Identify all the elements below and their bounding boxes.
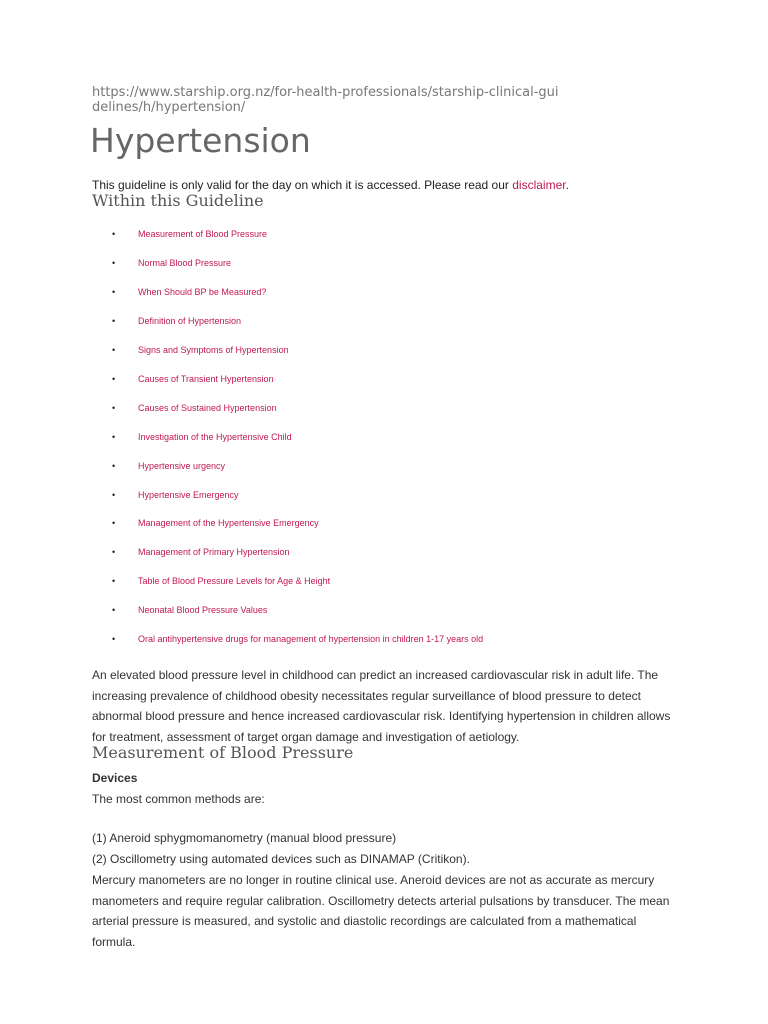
- bullet-icon: •: [112, 547, 116, 557]
- devices-paragraph: Mercury manometers are no longer in routine clinical use. Aneroid devices are not as accurate as mercury manometers and require regular calibration. Oscillometry detects arterial pulsations by transducer. The mean arterial pressure is measured, and systolic and diastolic recordings are calculated from a mathematical formula.: [92, 873, 670, 949]
- bullet-icon: •: [112, 576, 116, 586]
- bullet-icon: •: [112, 258, 116, 268]
- source-url[interactable]: https://www.starship.org.nz/for-health-professionals/starship-clinical-guidelines/h/hypertension/: [92, 85, 559, 115]
- bullet-icon: •: [112, 229, 116, 239]
- bullet-icon: •: [112, 490, 116, 500]
- notice-text: This guideline is only valid for the day on which it is accessed. Please read our: [92, 178, 513, 192]
- bullet-icon: •: [112, 345, 116, 355]
- notice-end: .: [565, 178, 569, 192]
- bullet-icon: •: [112, 518, 116, 528]
- toc-link-when-measured[interactable]: When Should BP be Measured?: [138, 287, 267, 297]
- toc-link-oral-drugs[interactable]: Oral antihypertensive drugs for management of hypertension in children 1-17 years old: [138, 634, 484, 644]
- toc-link-management-primary[interactable]: Management of Primary Hypertension: [138, 547, 290, 557]
- disclaimer-link[interactable]: disclaimer: [512, 178, 566, 192]
- toc-link-urgency[interactable]: Hypertensive urgency: [138, 461, 226, 471]
- toc-link-normal-bp[interactable]: Normal Blood Pressure: [138, 258, 232, 268]
- toc-link-definition[interactable]: Definition of Hypertension: [138, 316, 242, 326]
- bullet-icon: •: [112, 634, 116, 644]
- validity-notice: [92, 178, 569, 192]
- bullet-icon: •: [112, 374, 116, 384]
- toc-link-signs[interactable]: Signs and Symptoms of Hypertension: [138, 345, 289, 355]
- toc-link-transient[interactable]: Causes of Transient Hypertension: [138, 374, 274, 384]
- method-oscillometry: (2) Oscillometry using automated devices such as DINAMAP (Critikon).: [92, 852, 470, 866]
- bullet-icon: •: [112, 287, 116, 297]
- toc-heading: Within this Guideline: [92, 191, 264, 210]
- toc-link-bp-table[interactable]: Table of Blood Pressure Levels for Age & Height: [138, 576, 331, 586]
- toc-link-investigation[interactable]: Investigation of the Hypertensive Child: [138, 432, 292, 442]
- toc-link-management-emergency[interactable]: Management of the Hypertensive Emergency: [138, 518, 319, 528]
- intro-paragraph: An elevated blood pressure level in childhood can predict an increased cardiovascular risk in adult life. The increasing prevalence of childhood obesity necessitates regular surveillance of blood pressure to detect abnormal blood pressure and hence increased cardiovascular risk. Identifying hypertension in children allows for treatment, assessment of target organ damage and investigation of aetiology.: [92, 668, 671, 744]
- bullet-icon: •: [112, 316, 116, 326]
- bullet-icon: •: [112, 605, 116, 615]
- toc-link-neonatal[interactable]: Neonatal Blood Pressure Values: [138, 605, 268, 615]
- bullet-icon: •: [112, 432, 116, 442]
- bullet-icon: •: [112, 461, 116, 471]
- devices-heading: Devices: [92, 771, 138, 785]
- methods-intro: The most common methods are:: [92, 792, 265, 806]
- page-title: Hypertension: [90, 121, 311, 160]
- toc-link-sustained[interactable]: Causes of Sustained Hypertension: [138, 403, 277, 413]
- method-aneroid: (1) Aneroid sphygmomanometry (manual blood pressure): [92, 831, 397, 845]
- bullet-icon: •: [112, 403, 116, 413]
- section-heading-measurement: Measurement of Blood Pressure: [92, 743, 354, 762]
- toc-link-measurement[interactable]: Measurement of Blood Pressure: [138, 229, 268, 239]
- toc-link-emergency[interactable]: Hypertensive Emergency: [138, 490, 239, 500]
